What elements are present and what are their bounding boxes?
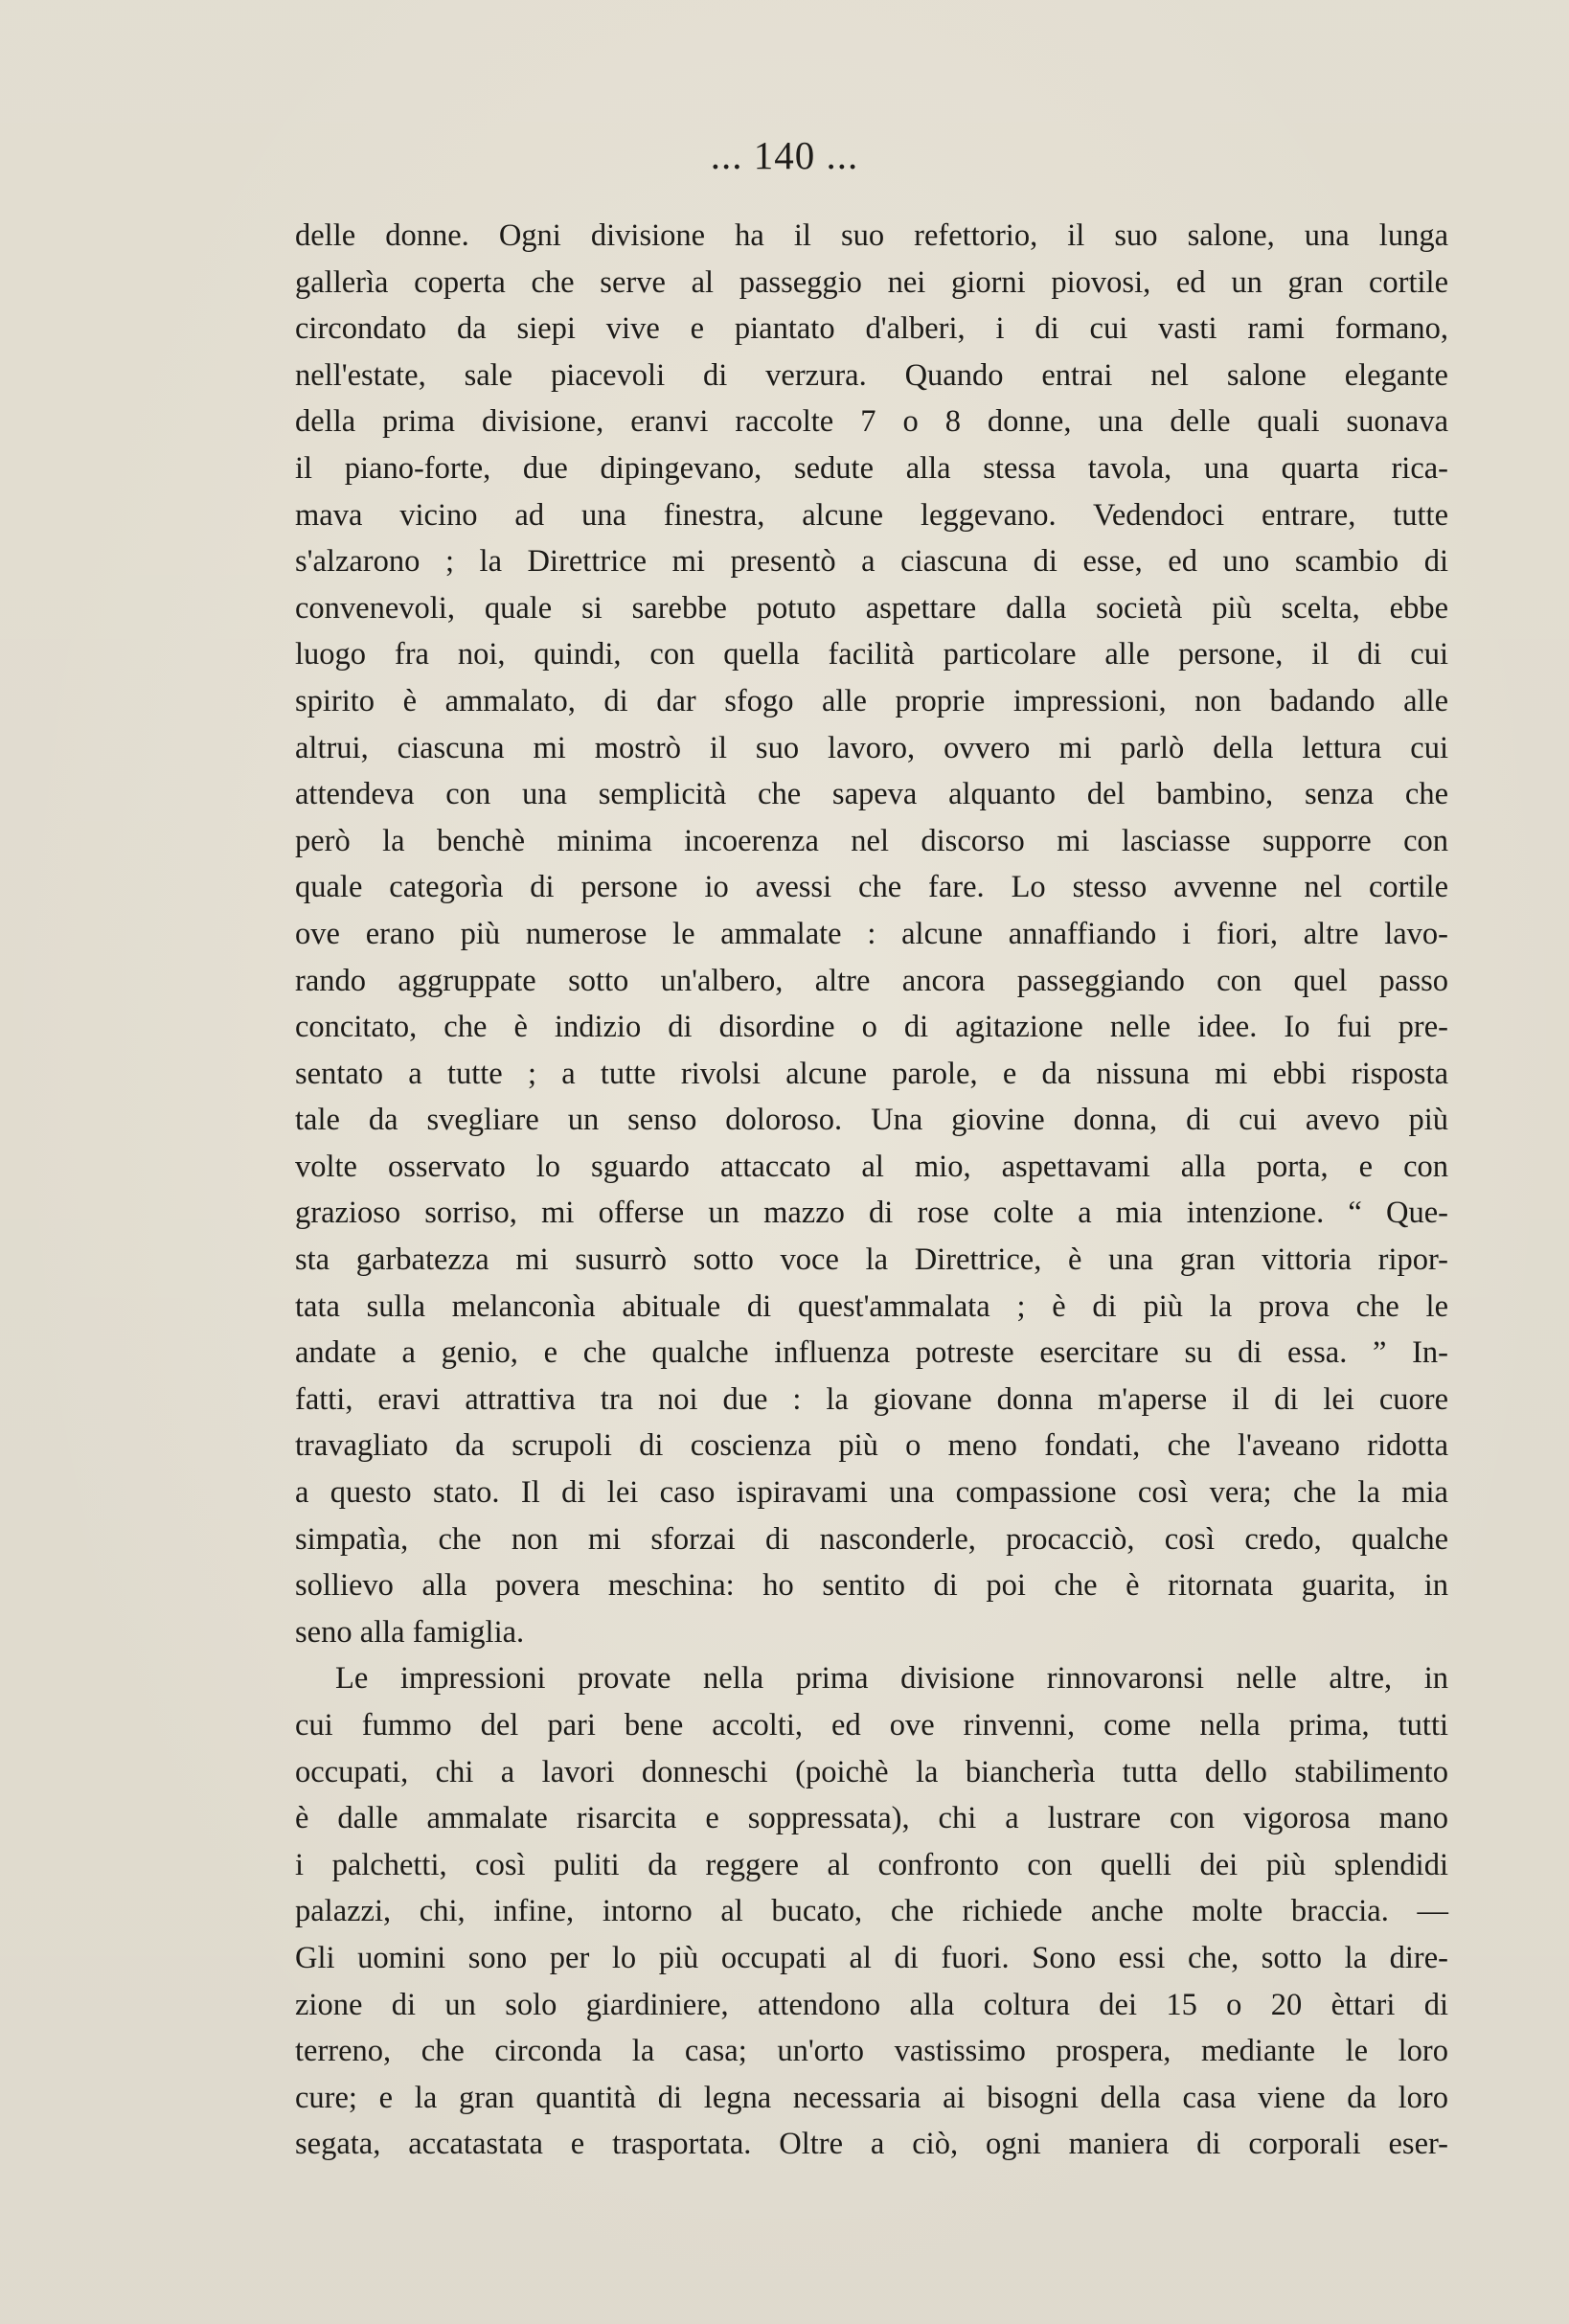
text-line: sollievo alla povera meschina: ho sentito di poi che è ritornata guarita, in [295, 1568, 1448, 1604]
text-line: andate a genio, e che qualche influenza potreste esercitare su di essa. ” In- [295, 1335, 1448, 1371]
text-line: attendeva con una semplicità che sapeva alquanto del bambino, senza che [295, 777, 1448, 812]
text-line: travagliato da scrupoli di coscienza più o meno fondati, che l'aveano ridotta [295, 1428, 1448, 1464]
text-line: fatti, eravi attrattiva tra noi due : la giovane donna m'aperse il di lei cuore [295, 1381, 1448, 1417]
text-line: convenevoli, quale si sarebbe potuto aspettare dalla società più scelta, ebbe [295, 590, 1448, 626]
text-line: è dalle ammalate risarcita e soppressata), chi a lustrare con vigorosa mano [295, 1801, 1448, 1836]
text-line: zione di un solo giardiniere, attendono alla coltura dei 15 o 20 èttari di [295, 1987, 1448, 2022]
text-line: seno alla famiglia. [295, 1614, 525, 1650]
text-line: altrui, ciascuna mi mostrò il suo lavoro, ovvero mi parlò della lettura cui [295, 730, 1448, 765]
text-line: simpatìa, che non mi sforzai di nasconderle, procacciò, così credo, qualche [295, 1521, 1448, 1557]
body-text [295, 213, 1448, 2168]
text-line: a questo stato. Il di lei caso ispiravami una compassione così vera; che la mia [295, 1475, 1448, 1511]
text-line: della prima divisione, eranvi raccolte 7 o 8 donne, una delle quali suonava [295, 404, 1448, 440]
text-line: s'alzarono ; la Direttrice mi presentò a ciascuna di esse, ed uno scambio di [295, 544, 1448, 580]
text-line: sta garbatezza mi susurrò sotto voce la Direttrice, è una gran vittoria ripor- [295, 1242, 1448, 1278]
text-line: rando aggruppate sotto un'albero, altre ancora passeggiando con quel passo [295, 963, 1448, 998]
text-line: spirito è ammalato, di dar sfogo alle proprie impressioni, non badando alle [295, 683, 1448, 718]
text-line: però la benchè minima incoerenza nel discorso mi lasciasse supporre con [295, 823, 1448, 858]
text-line: luogo fra noi, quindi, con quella facilità particolare alle persone, il di cui [295, 637, 1448, 672]
page-number: ... 140 ... [710, 133, 859, 177]
text-line: delle donne. Ogni divisione ha il suo refettorio, il suo salone, una lunga [295, 218, 1448, 253]
text-line: ove erano più numerose le ammalate : alcune annaffiando i fiori, altre lavo- [295, 916, 1448, 951]
text-line: Le impressioni provate nella prima divisione rinnovaronsi nelle altre, in [335, 1661, 1448, 1697]
text-line: quale categorìa di persone io avessi che fare. Lo stesso avvenne nel cortile [295, 870, 1448, 905]
text-line: circondato da siepi vive e piantato d'alberi, i di cui vasti rami formano, [295, 311, 1448, 347]
text-line: tale da svegliare un senso doloroso. Una giovine donna, di cui avevo più [295, 1103, 1448, 1138]
text-line: tata sulla melanconìa abituale di quest'ammalata ; è di più la prova che le [295, 1288, 1448, 1324]
text-line: i palchetti, così puliti da reggere al confronto con quelli dei più splendidi [295, 1847, 1448, 1882]
text-line: sentato a tutte ; a tutte rivolsi alcune parole, e da nissuna mi ebbi risposta [295, 1056, 1448, 1091]
text-line: gallerìa coperta che serve al passeggio nei giorni piovosi, ed un gran cortile [295, 264, 1448, 300]
text-line: cure; e la gran quantità di legna necessaria ai bisogni della casa viene da loro [295, 2080, 1448, 2115]
text-line: concitato, che è indizio di disordine o di agitazione nelle idee. Io fui pre- [295, 1010, 1448, 1045]
text-line: il piano-forte, due dipingevano, sedute alla stessa tavola, una quarta rica- [295, 450, 1448, 486]
text-line: palazzi, chi, infine, intorno al bucato, che richiede anche molte braccia. — [295, 1894, 1448, 1929]
text-line: cui fummo del pari bene accolti, ed ove rinvenni, come nella prima, tutti [295, 1708, 1448, 1743]
text-line: grazioso sorriso, mi offerse un mazzo di rose colte a mia intenzione. “ Que- [295, 1196, 1448, 1231]
text-line: occupati, chi a lavori donneschi (poichè la biancherìa tutta dello stabilimento [295, 1754, 1448, 1789]
text-line: Gli uomini sono per lo più occupati al di fuori. Sono essi che, sotto la dire- [295, 1940, 1448, 1975]
text-line: segata, accatastata e trasportata. Oltre a ciò, ogni maniera di corporali eser- [295, 2127, 1448, 2162]
text-line: nell'estate, sale piacevoli di verzura. Quando entrai nel salone elegante [295, 357, 1448, 393]
text-line: terreno, che circonda la casa; un'orto vastissimo prospera, mediante le loro [295, 2034, 1448, 2069]
text-line: volte osservato lo sguardo attaccato al mio, aspettavami alla porta, e con [295, 1149, 1448, 1184]
text-line: mava vicino ad una finestra, alcune leggevano. Vedendoci entrare, tutte [295, 497, 1448, 533]
